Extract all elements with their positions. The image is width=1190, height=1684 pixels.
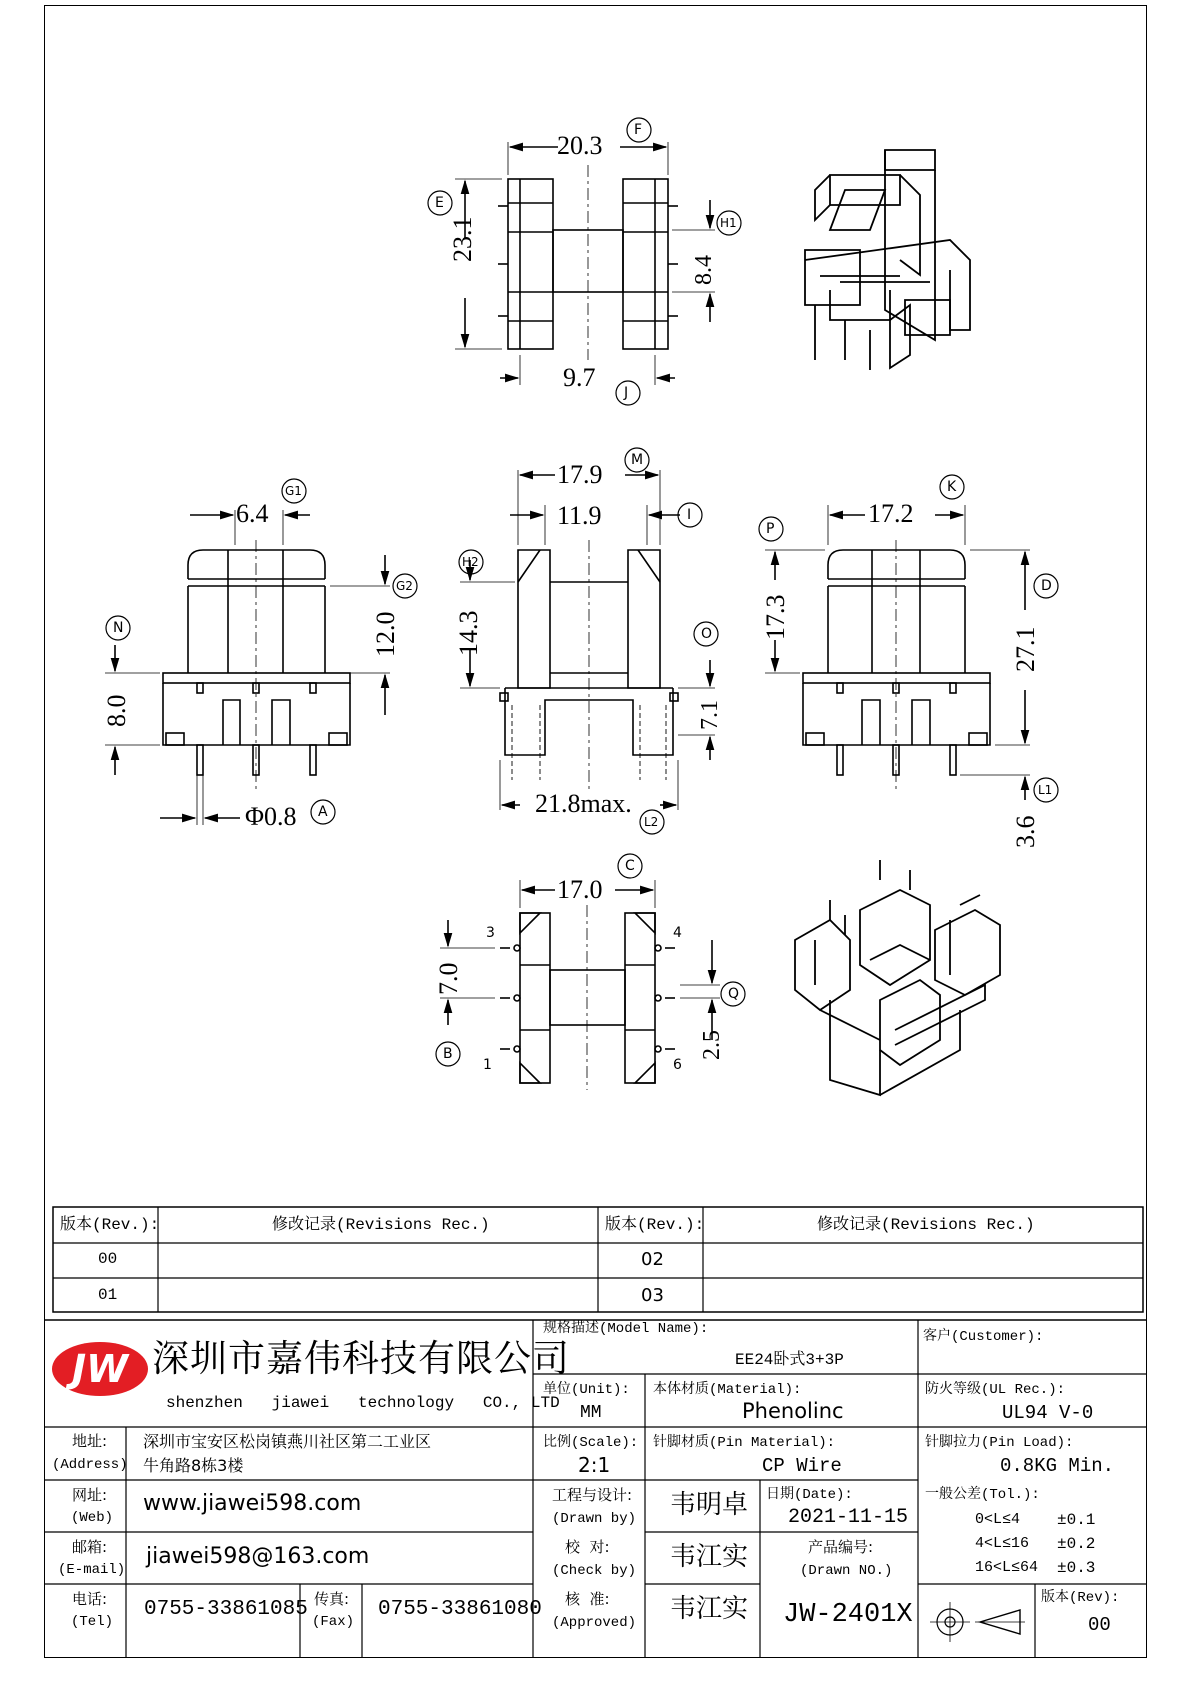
drawn-no-label-en: (Drawn NO.) — [800, 1563, 893, 1579]
callout-F: F — [634, 122, 643, 138]
callout-G2: G2 — [396, 579, 413, 593]
tol3-range: 16<L≤64 — [975, 1559, 1039, 1576]
dim-foot-height: 7.1 — [697, 700, 723, 730]
pin-material-label: 针脚材质(Pin Material): — [653, 1435, 836, 1451]
fax-label-en: (Fax) — [312, 1614, 355, 1630]
callout-H1: H1 — [720, 216, 737, 230]
date-value: 2021-11-15 — [788, 1506, 909, 1529]
callout-I: I — [687, 507, 692, 523]
check-by: 韦江实 — [670, 1542, 749, 1572]
fax-number: 0755-33861080 — [378, 1598, 542, 1621]
email-label-cn: 邮箱: — [72, 1538, 108, 1556]
scale-label: 比例(Scale): — [543, 1435, 639, 1451]
callout-C: C — [625, 858, 635, 874]
rev-row-03: 03 — [641, 1285, 664, 1306]
approved-label-en: (Approved) — [552, 1615, 637, 1631]
date-label: 日期(Date): — [766, 1487, 853, 1503]
rec-header-right: 修改记录(Revisions Rec.) — [817, 1216, 1035, 1234]
rev-header-right: 版本(Rev.): — [605, 1216, 705, 1234]
tol1-range: 0<L≤4 — [975, 1511, 1021, 1528]
callout-E: E — [435, 195, 444, 211]
dim-pin-offset: 2.5 — [699, 1030, 725, 1060]
approved-by: 韦江实 — [670, 1594, 749, 1624]
dim-core-length: 9.7 — [563, 363, 596, 392]
rev-row-00: 00 — [98, 1250, 118, 1268]
drawn-by: 韦明卓 — [670, 1490, 749, 1520]
check-label-cn: 校 对: — [565, 1538, 610, 1556]
ul-label: 防火等级(UL Rec.): — [925, 1382, 1066, 1398]
unit-value: MM — [580, 1403, 602, 1423]
dim-upper-height: 17.3 — [761, 594, 790, 640]
address-label-cn: 地址: — [72, 1432, 108, 1450]
callout-A: A — [318, 804, 328, 820]
top-view — [455, 142, 715, 385]
company-logo: JW — [52, 1342, 148, 1396]
isometric-view-top — [805, 150, 970, 370]
model-label: 规格描述(Model Name): — [543, 1321, 709, 1337]
dim-total-height: 27.1 — [1011, 626, 1040, 672]
isometric-view-bottom — [795, 860, 1000, 1095]
rev-value: 00 — [1088, 1614, 1111, 1636]
dim-flange-height: 14.3 — [454, 610, 483, 656]
ul-value: UL94 V-0 — [1002, 1402, 1094, 1424]
left-side-view — [102, 510, 390, 825]
callout-L2: L2 — [644, 815, 659, 829]
tel-number: 0755-33861085 — [144, 1598, 308, 1621]
dim-pin-row-span: 17.0 — [557, 875, 603, 904]
web-label-cn: 网址: — [72, 1486, 108, 1504]
dim-base-height: 8.0 — [102, 694, 131, 727]
rev-header-left: 版本(Rev.): — [60, 1216, 160, 1234]
email-address[interactable]: jiawei598@163.com — [146, 1544, 370, 1569]
drawn-label-en: (Drawn by) — [552, 1511, 637, 1527]
pin-material-value: CP Wire — [762, 1455, 842, 1477]
callout-J: J — [624, 385, 629, 401]
pin-number-1: 1 — [483, 1057, 492, 1073]
address-line2: 牛角路8栋3楼 — [143, 1456, 244, 1475]
callout-D: D — [1041, 578, 1052, 594]
dim-core-window: 8.4 — [691, 255, 717, 285]
dim-max-width: 21.8max. — [535, 789, 632, 818]
pin-number-4: 4 — [673, 925, 682, 941]
approved-label-cn: 核 准: — [565, 1590, 610, 1608]
web-url[interactable]: www.jiawei598.com — [143, 1491, 362, 1516]
callout-K: K — [947, 479, 957, 495]
drawn-no-label-cn: 产品编号: — [808, 1538, 874, 1556]
scale-value: 2:1 — [578, 1453, 611, 1477]
fax-label-cn: 传真: — [314, 1590, 350, 1608]
company-name-en: shenzhen jiawei technology CO., LTD — [166, 1394, 560, 1412]
dim-inner-span: 11.9 — [557, 501, 602, 530]
dim-flange-span: 17.9 — [557, 460, 603, 489]
dim-side-width: 17.2 — [868, 499, 914, 528]
callout-circles — [102, 118, 1058, 1066]
web-label-en: (Web) — [71, 1510, 114, 1526]
callout-B: B — [443, 1046, 453, 1062]
dim-center-leg-width: 6.4 — [236, 499, 269, 528]
tol2-range: 4<L≤16 — [975, 1535, 1030, 1552]
company-name-cn: 深圳市嘉伟科技有限公司 — [152, 1337, 570, 1380]
dim-body-height: 12.0 — [371, 611, 400, 657]
tol2-value: ±0.2 — [1057, 1535, 1096, 1553]
pin-load-label: 针脚拉力(Pin Load): — [925, 1435, 1074, 1451]
callout-G1: G1 — [285, 484, 302, 498]
right-side-view — [761, 505, 1030, 800]
unit-label: 单位(Unit): — [543, 1382, 630, 1398]
dim-pin-pitch: 7.0 — [434, 962, 463, 995]
tol3-value: ±0.3 — [1057, 1559, 1096, 1577]
callout-N: N — [113, 620, 124, 636]
callout-M: M — [631, 452, 644, 468]
callout-O: O — [701, 626, 713, 642]
dim-pin-diameter: Φ0.8 — [245, 802, 297, 831]
dim-pin-length: 3.6 — [1011, 815, 1040, 848]
rev-label: 版本(Rev): — [1041, 1590, 1120, 1606]
tel-label-en: (Tel) — [71, 1614, 114, 1630]
pin-load-value: 0.8KG Min. — [1000, 1455, 1115, 1477]
pin-number-3: 3 — [486, 925, 495, 941]
material-label: 本体材质(Material): — [653, 1382, 802, 1398]
rev-row-01: 01 — [98, 1286, 118, 1304]
drawing-number: JW-2401X — [783, 1600, 913, 1630]
address-label-en: (Address) — [52, 1457, 128, 1473]
drawn-label-cn: 工程与设计: — [552, 1486, 633, 1504]
callout-P: P — [766, 521, 775, 537]
address-line1: 深圳市宝安区松岗镇燕川社区第二工业区 — [143, 1432, 432, 1451]
tol-label: 一般公差(Tol.): — [925, 1487, 1040, 1503]
customer-label: 客户(Customer): — [923, 1329, 1044, 1345]
model-name: EE24卧式3+3P — [735, 1351, 844, 1369]
callout-Q: Q — [728, 986, 740, 1002]
dim-overall-width: 20.3 — [557, 131, 603, 160]
pin-number-6: 6 — [673, 1057, 682, 1073]
callout-L1: L1 — [1038, 783, 1053, 797]
rev-row-02: 02 — [641, 1249, 664, 1270]
callout-H2: H2 — [462, 555, 479, 569]
check-label-en: (Check by) — [552, 1563, 637, 1579]
tol1-value: ±0.1 — [1057, 1511, 1096, 1529]
email-label-en: (E-mail) — [58, 1562, 126, 1578]
dim-overall-depth: 23.1 — [448, 216, 477, 262]
material-value: Phenolinc — [742, 1399, 844, 1423]
rec-header-left: 修改记录(Revisions Rec.) — [272, 1216, 490, 1234]
tel-label-cn: 电话: — [72, 1590, 108, 1608]
